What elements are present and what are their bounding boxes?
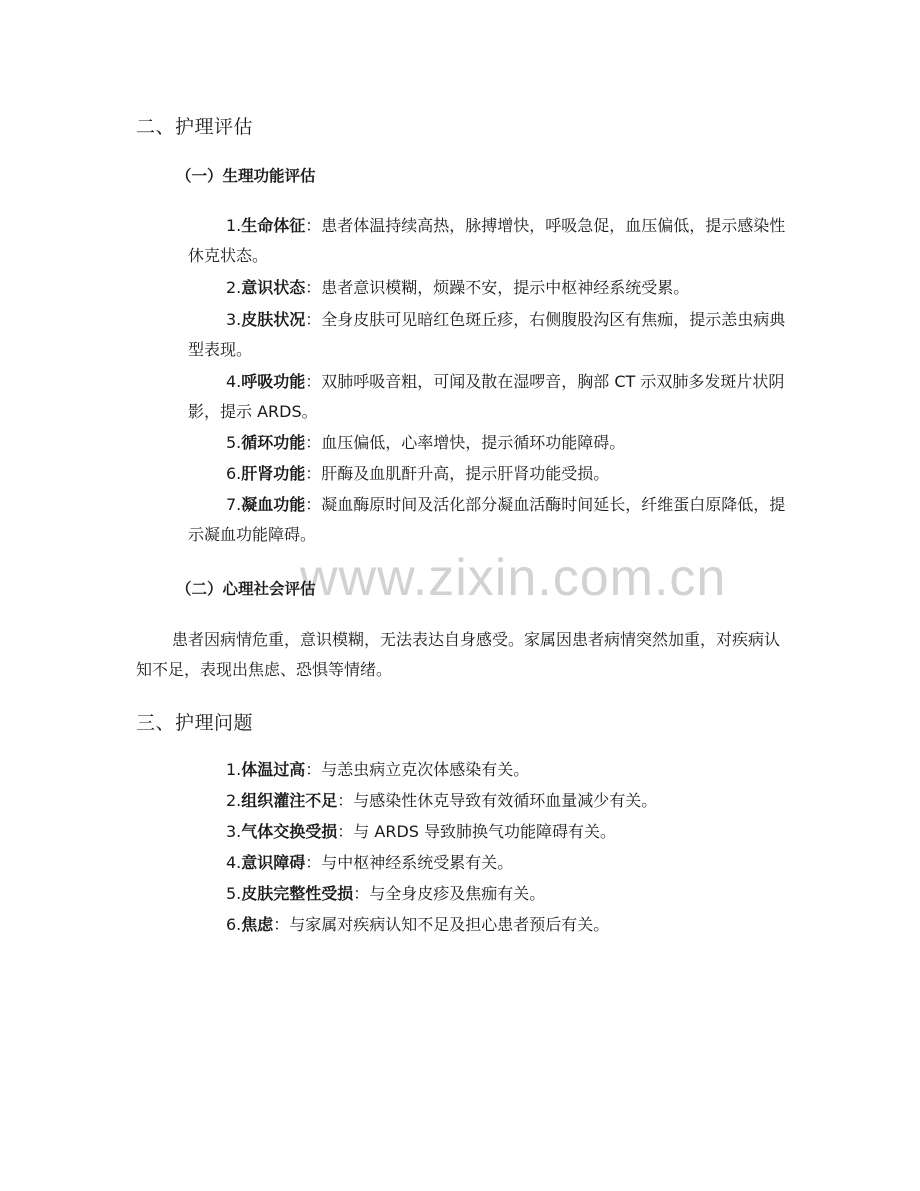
item-number: 2. [226, 791, 242, 810]
item-text: 双肺呼吸音粗，可闻及散在湿啰音，胸部 CT 示双肺多发斑片状阴影，提示 ARDS。 [188, 372, 785, 421]
assessment-item [188, 211, 788, 271]
item-term: 体温过高 [241, 760, 306, 779]
item-number: 4. [226, 853, 242, 872]
item-separator: ： [305, 310, 322, 329]
item-term: 意识状态 [241, 278, 306, 297]
assessment-item [188, 428, 788, 458]
item-text: 全身皮肤可见暗红色斑丘疹，右侧腹股沟区有焦痂，提示恙虫病典型表现。 [188, 310, 786, 359]
assessment-item [188, 305, 788, 365]
item-text: 血压偏低，心率增快，提示循环功能障碍。 [321, 433, 626, 452]
item-separator: ： [305, 464, 322, 483]
item-separator: ： [305, 278, 322, 297]
item-number: 3. [226, 822, 242, 841]
item-term: 皮肤完整性受损 [241, 884, 354, 903]
item-term: 焦虑 [241, 915, 274, 934]
problem-item [188, 848, 788, 878]
item-separator: ： [305, 853, 322, 872]
item-number: 7. [226, 495, 242, 514]
item-term: 凝血功能 [241, 495, 306, 514]
item-number: 6. [226, 464, 242, 483]
item-separator: ： [337, 791, 354, 810]
item-number: 2. [226, 278, 242, 297]
item-text: 与中枢神经系统受累有关。 [321, 853, 514, 872]
item-term: 组织灌注不足 [241, 791, 338, 810]
item-separator: ： [305, 760, 322, 779]
item-text: 凝血酶原时间及活化部分凝血活酶时间延长，纤维蛋白原降低，提示凝血功能障碍。 [188, 495, 786, 544]
psychosocial-paragraph: 患者因病情危重，意识模糊，无法表达自身感受。家属因患者病情突然加重，对疾病认知不足，表现出焦虑、恐惧等情绪。 [136, 630, 781, 679]
assessment-item [188, 367, 788, 427]
item-text: 患者意识模糊，烦躁不安，提示中枢神经系统受累。 [321, 278, 690, 297]
item-number: 6. [226, 915, 242, 934]
item-text: 肝酶及血肌酐升高，提示肝肾功能受损。 [321, 464, 610, 483]
item-separator: ： [337, 822, 354, 841]
item-term: 循环功能 [241, 433, 306, 452]
item-separator: ： [305, 433, 322, 452]
problem-item [188, 879, 788, 909]
item-separator: ： [273, 915, 290, 934]
item-term: 意识障碍 [241, 853, 306, 872]
problem-item [188, 786, 788, 816]
item-text: 与感染性休克导致有效循环血量减少有关。 [353, 791, 658, 810]
item-text: 与 ARDS 导致肺换气功能障碍有关。 [353, 822, 617, 841]
item-separator: ： [305, 216, 322, 235]
assessment-item [188, 273, 788, 303]
item-text: 与全身皮疹及焦痂有关。 [369, 884, 546, 903]
item-term: 皮肤状况 [241, 310, 306, 329]
item-number: 1. [226, 216, 242, 235]
subheading-physiological: （一）生理功能评估 [176, 167, 316, 185]
item-separator: ： [353, 884, 370, 903]
item-term: 气体交换受损 [241, 822, 338, 841]
subheading-psychosocial: （二）心理社会评估 [176, 580, 316, 598]
section-heading-assessment: 二、护理评估 [136, 116, 254, 138]
item-number: 1. [226, 760, 242, 779]
item-text: 与家属对疾病认知不足及担心患者预后有关。 [289, 915, 610, 934]
item-separator: ： [305, 372, 322, 391]
item-term: 呼吸功能 [241, 372, 306, 391]
item-number: 3. [226, 310, 242, 329]
item-term: 生命体征 [241, 216, 306, 235]
item-separator: ： [305, 495, 322, 514]
item-number: 5. [226, 884, 242, 903]
item-text: 与恙虫病立克次体感染有关。 [321, 760, 530, 779]
assessment-item [188, 490, 788, 550]
problem-item [188, 910, 788, 940]
problem-item [188, 817, 788, 847]
problem-item [188, 755, 788, 785]
section-heading-problems: 三、护理问题 [136, 712, 254, 734]
assessment-item [188, 459, 788, 489]
item-text: 患者体温持续高热，脉搏增快，呼吸急促，血压偏低，提示感染性休克状态。 [188, 216, 786, 265]
item-number: 5. [226, 433, 242, 452]
item-number: 4. [226, 372, 242, 391]
item-term: 肝肾功能 [241, 464, 306, 483]
watermark: www.zixin.com.cn [300, 549, 727, 607]
